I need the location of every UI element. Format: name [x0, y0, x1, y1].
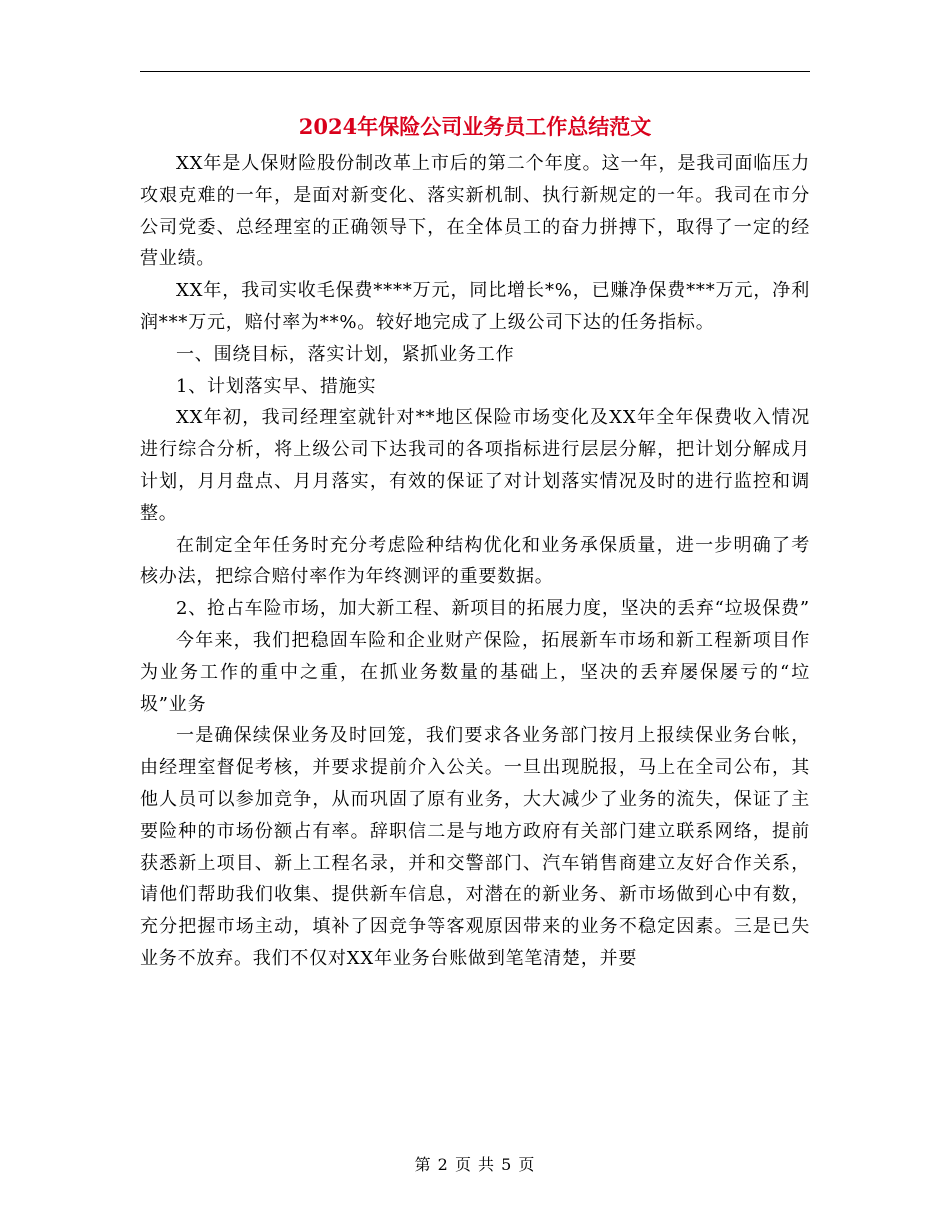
- header-rule: [140, 71, 810, 72]
- paragraph-assessment: 在制定全年任务时充分考虑险种结构优化和业务承保质量，进一步明确了考核办法，把综合赔付率作为年终测评的重要数据。: [140, 534, 810, 588]
- subsection-heading-2: 2、抢占车险市场，加大新工程、新项目的拓展力度，坚决的丢弃“垃圾保费”: [176, 598, 810, 620]
- page-number-footer: 第 2 页 共 5 页: [414, 1155, 536, 1174]
- section-heading-1: 一、围绕目标，落实计划，紧抓业务工作: [176, 343, 515, 365]
- document-body: [140, 148, 810, 975]
- paragraph-strategy: 今年来，我们把稳固车险和企业财产保险，拓展新车市场和新工程新项目作为业务工作的重中之重，在抓业务数量的基础上，坚决的丢弃屡保屡亏的“垃圾”业务: [140, 629, 810, 715]
- paragraph-intro: XX年是人保财险股份制改革上市后的第二个年度。这一年，是我司面临压力攻艰克难的一年，是面对新变化、落实新机制、执行新规定的一年。我司在市分公司党委、总经理室的正确领导下，在全体员工的奋力拼搏下，取得了一定的经营业绩。: [140, 153, 810, 270]
- paragraph-plan: XX年初，我司经理室就针对**地区保险市场变化及XX年全年保费收入情况进行综合分析，将上级公司下达我司的各项指标进行层层分解，把计划分解成月计划，月月盘点、月月落实，有效的保证了对计划落实情况及时的进行监控和调整。: [140, 407, 810, 524]
- paragraph-measures: 一是确保续保业务及时回笼，我们要求各业务部门按月上报续保业务台帐，由经理室督促考核，并要求提前介入公关。一旦出现脱报，马上在全司公布，其他人员可以参加竞争，从而巩固了原有业务，大大减少了业务的流失，保证了主要险种的市场份额占有率。辞职信二是与地方政府有关部门建立联系网络，提前获悉新上项目、新上工程名录，并和交警部门、汽车销售商建立友好合作关系，请他们帮助我们收集、提供新车信息，对潜在的新业务、新市场做到心中有数，充分把握市场主动，填补了因竞争等客观原因带来的业务不稳定因素。三是已失业务不放弃。我们不仅对XX年业务台账做到笔笔清楚，并要: [140, 725, 810, 969]
- document-title: 2024年保险公司业务员工作总结范文: [298, 114, 652, 139]
- subsection-heading-1: 1、计划落实早、措施实: [176, 375, 377, 397]
- paragraph-results: XX年，我司实收毛保费****万元，同比增长*%，已赚净保费***万元，净利润***万元，赔付率为**%。较好地完成了上级公司下达的任务指标。: [140, 280, 810, 333]
